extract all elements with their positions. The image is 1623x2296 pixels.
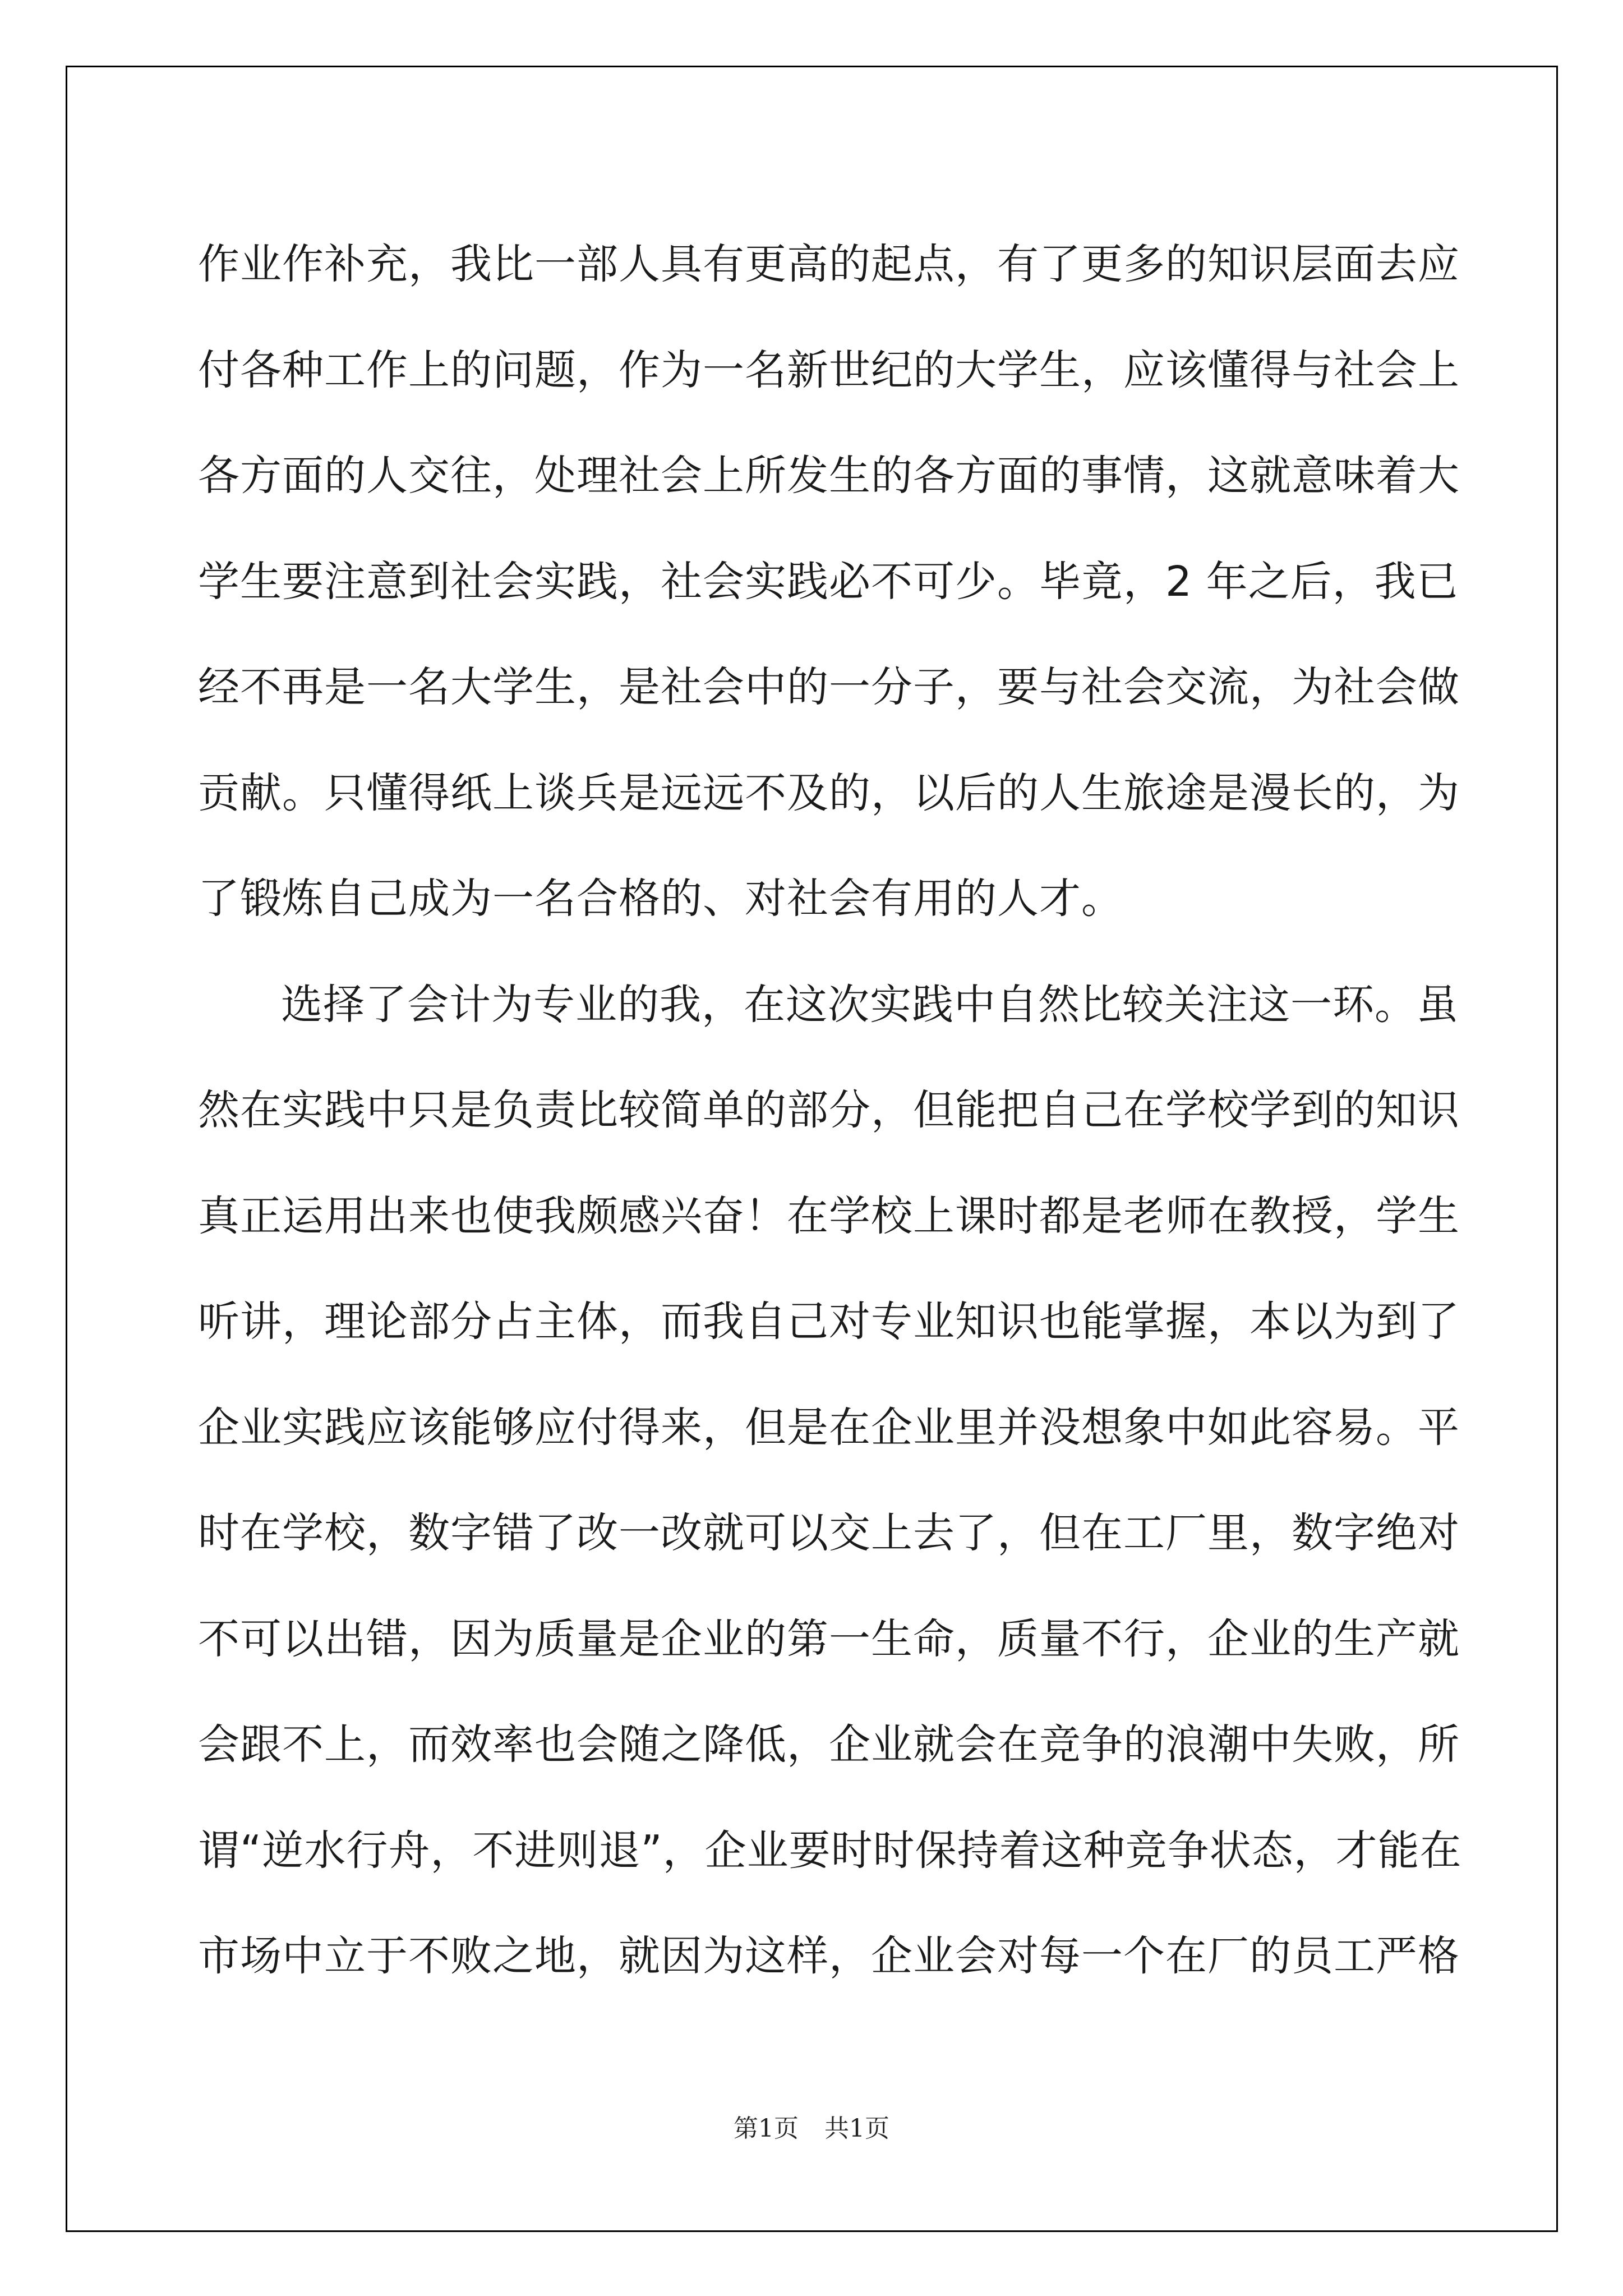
text-line: 企业实践应该能够应付得来，但是在企业里并没想象中如此容易。平	[198, 1403, 1460, 1452]
text-line: 了锻炼自己成为一名合格的、对社会有用的人才。	[198, 875, 1123, 923]
text-line: 选择了会计为专业的我，在这次实践中自然比较关注这一环。虽	[281, 980, 1459, 1029]
text-line: 然在实践中只是负责比较简单的部分，但能把自己在学校学到的知识	[198, 1086, 1460, 1134]
page-total: 共1页	[824, 2114, 889, 2143]
text-line: 市场中立于不败之地，就因为这样，企业会对每一个在厂的员工严格	[198, 1932, 1460, 1980]
text-line: 谓“逆水行舟，不进则退”，企业要时时保持着这种竞争状态，才能在	[198, 1826, 1462, 1875]
text-line: 真正运用出来也使我颇感兴奋！在学校上课时都是老师在教授，学生	[198, 1191, 1460, 1240]
text-line: 付各种工作上的问题，作为一名新世纪的大学生，应该懂得与社会上	[198, 346, 1460, 394]
paragraph-2	[198, 952, 1462, 2009]
page-footer	[0, 2108, 1623, 2144]
text-line: 学生要注意到社会实践，社会实践必不可少。毕竟，2 年之后，我已	[198, 557, 1459, 606]
document-body	[198, 211, 1462, 2009]
text-line: 各方面的人交往，处理社会上所发生的各方面的事情，这就意味着大	[198, 452, 1460, 500]
text-line: 经不再是一名大学生，是社会中的一分子，要与社会交流，为社会做	[198, 663, 1460, 711]
text-line: 贡献。只懂得纸上谈兵是远远不及的，以后的人生旅途是漫长的，为	[198, 769, 1460, 817]
text-line: 时在学校，数字错了改一改就可以交上去了，但在工厂里，数字绝对	[198, 1509, 1460, 1557]
text-line: 作业作补充，我比一部人具有更高的起点，有了更多的知识层面去应	[198, 240, 1460, 288]
page-number: 第1页	[734, 2114, 799, 2143]
paragraph-1	[198, 211, 1460, 952]
text-line: 不可以出错，因为质量是企业的第一生命，质量不行，企业的生产就	[198, 1614, 1460, 1663]
text-line: 会跟不上，而效率也会随之降低，企业就会在竞争的浪潮中失败，所	[198, 1720, 1460, 1769]
text-line: 听讲，理论部分占主体，而我自己对专业知识也能掌握，本以为到了	[198, 1297, 1460, 1346]
